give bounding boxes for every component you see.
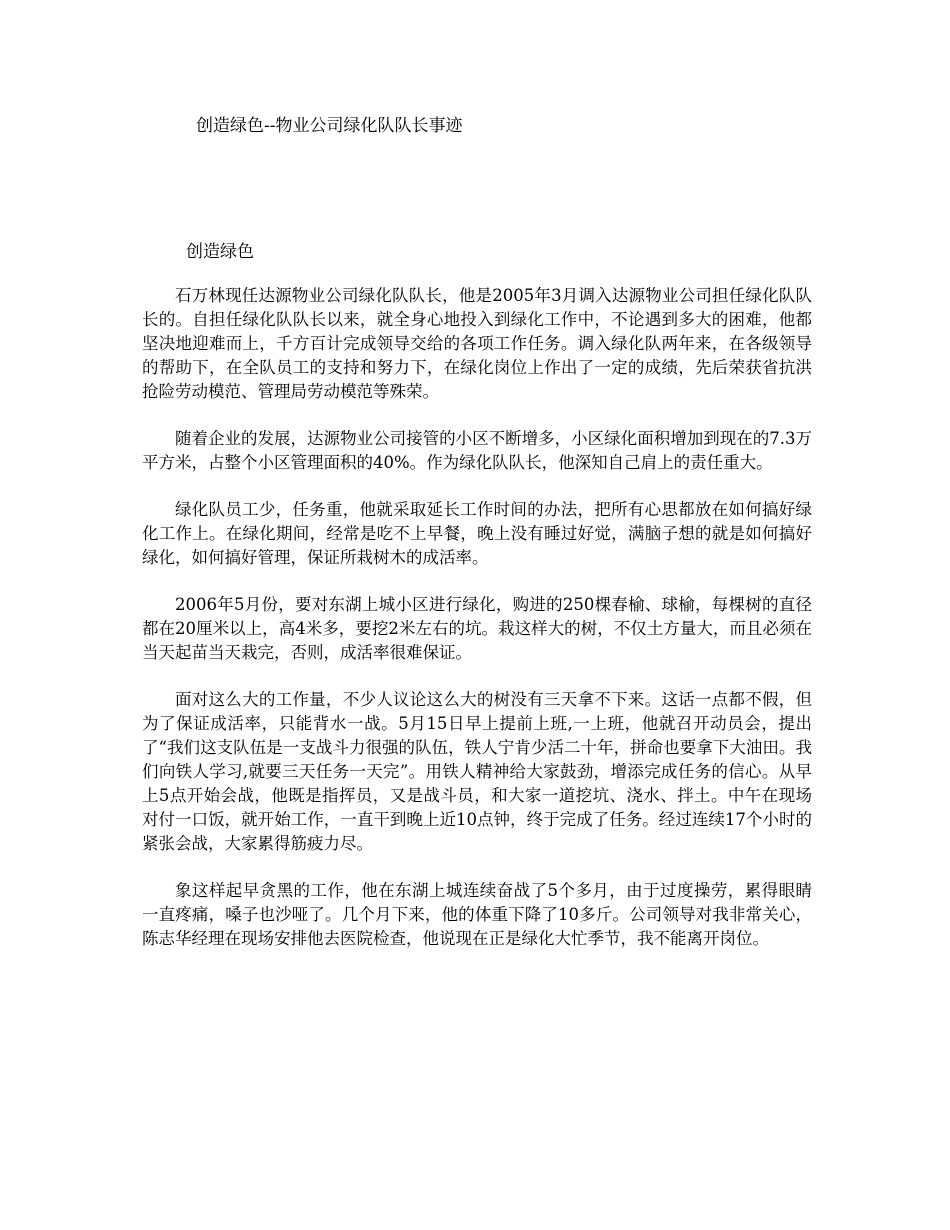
paragraph-5: 面对这么大的工作量，不少人议论这么大的树没有三天拿不下来。这话一点都不假，但为了保证成活率，只能背水一战。5月15日早上提前上班,一上班，他就召开动员会，提出了“我们这支队伍是一支战斗力很强的队伍，铁人宁肯少活二十年，拼命也要拿下大油田。我们向铁人学习,就要三天任务一天完”。用铁人精神给大家鼓劲，增添完成任务的信心。从早上5点开始会战，他既是指挥员，又是战斗员，和大家一道挖坑、浇水、拌土。中午在现场对付一口饭，就开始工作，一直干到晚上近10点钟，终于完成了任务。经过连续17个小时的紧张会战，大家累得筋疲力尽。	[142, 690, 812, 853]
paragraph-1: 石万林现任达源物业公司绿化队队长，他是2005年3月调入达源物业公司担任绿化队队长的。自担任绿化队队长以来，就全身心地投入到绿化工作中，不论遇到多大的困难，他都坚决地迎难而上，千方百计完成领导交给的各项工作任务。调入绿化队两年来，在各级领导的帮助下，在全队员工的支持和努力下，在绿化岗位上作出了一定的成绩，先后荣获省抗洪抢险劳动模范、管理局劳动模范等殊荣。	[142, 286, 812, 401]
paragraph-6: 象这样起早贪黑的工作，他在东湖上城连续奋战了5个多月，由于过度操劳，累得眼睛一直疼痛，嗓子也沙哑了。几个月下来，他的体重下降了10多斤。公司领导对我非常关心，陈志华经理在现场安排他去医院检查，他说现在正是绿化大忙季节，我不能离开岗位。	[142, 881, 812, 948]
document-title: 创造绿色--物业公司绿化队队长事迹	[196, 116, 463, 136]
paragraph-4: 2006年5月份，要对东湖上城小区进行绿化，购进的250棵春榆、球榆，每棵树的直径都在20厘米以上，高4米多，要挖2米左右的坑。栽这样大的树，不仅土方量大，而且必须在当天起苗当天栽完，否则，成活率很难保证。	[142, 595, 812, 662]
document-body	[142, 284, 812, 974]
section-heading: 创造绿色	[186, 242, 254, 262]
paragraph-3: 绿化队员工少，任务重，他就采取延长工作时间的办法，把所有心思都放在如何搞好绿化工作上。在绿化期间，经常是吃不上早餐，晚上没有睡过好觉，满脑子想的就是如何搞好绿化，如何搞好管理，保证所栽树木的成活率。	[142, 500, 812, 567]
paragraph-2: 随着企业的发展，达源物业公司接管的小区不断增多，小区绿化面积增加到现在的7.3万平方米，占整个小区管理面积的40%。作为绿化队队长，他深知自己肩上的责任重大。	[142, 429, 812, 472]
